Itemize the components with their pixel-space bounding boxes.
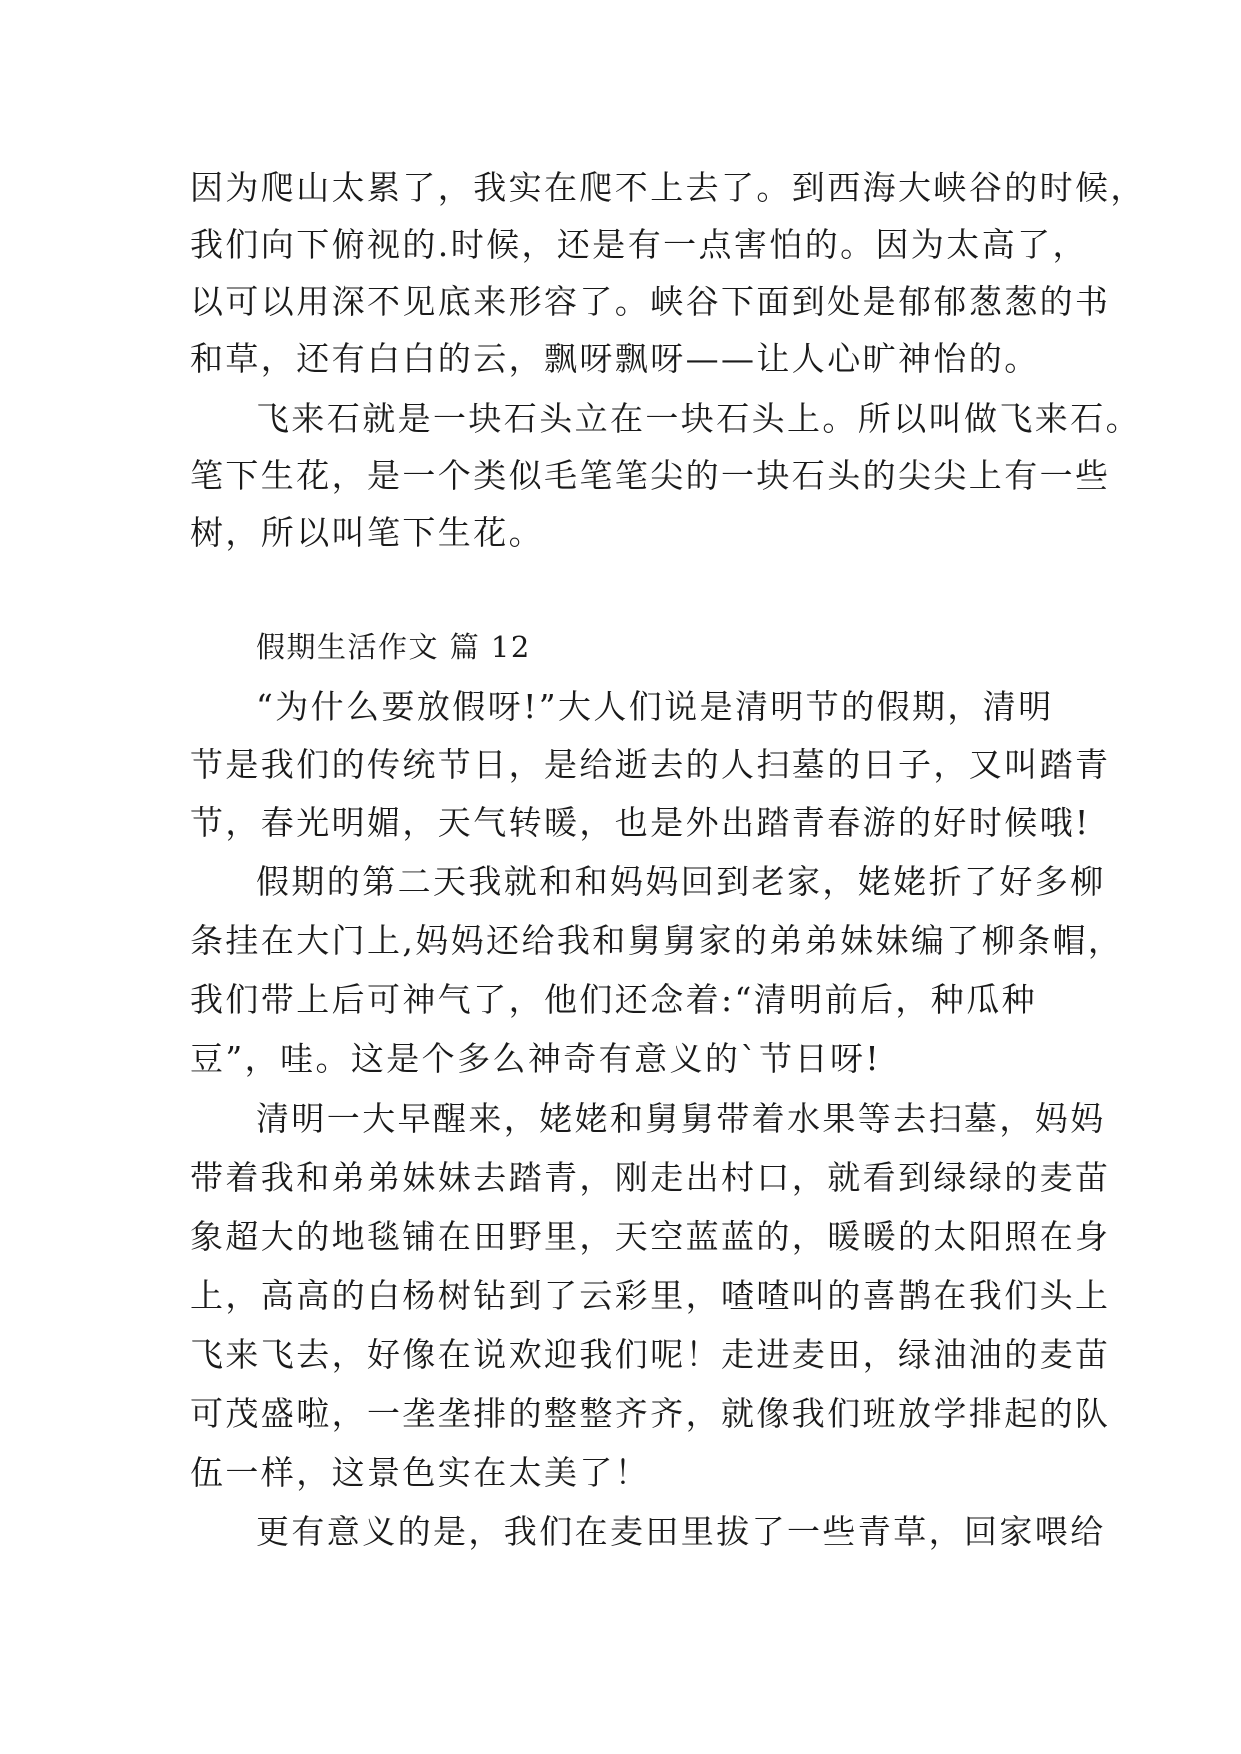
text-line: 因为爬山太累了，我实在爬不上去了。到西海大峡谷的时候， — [190, 168, 1146, 207]
text-line: 清明一大早醒来，姥姥和舅舅带着水果等去扫墓，妈妈 — [256, 1099, 1106, 1138]
text-line: 树，所以叫笔下生花。 — [190, 513, 544, 552]
text-line: 飞来飞去，好像在说欢迎我们呢！走进麦田，绿油油的麦苗 — [190, 1335, 1111, 1374]
text-line: 节，春光明媚，天气转暖，也是外出踏青春游的好时候哦! — [190, 803, 1091, 842]
text-line: 笔下生花，是一个类似毛笔笔尖的一块石头的尖尖上有一些 — [190, 456, 1111, 495]
text-line: 更有意义的是，我们在麦田里拔了一些青草，回家喂给 — [256, 1512, 1106, 1551]
text-line: 豆”，哇。这是个多么神奇有意义的`节日呀! — [190, 1039, 882, 1078]
text-line: 我们向下俯视的.时候，还是有一点害怕的。因为太高了， — [190, 225, 1088, 264]
text-line: 节是我们的传统节日，是给逝去的人扫墓的日子，又叫踏青 — [190, 745, 1111, 784]
text-line: 飞来石就是一块石头立在一块石头上。所以叫做飞来石。 — [256, 399, 1141, 438]
text-line: 可茂盛啦，一垄垄排的整整齐齐，就像我们班放学排起的队 — [190, 1394, 1111, 1433]
text-line: 假期的第二天我就和和妈妈回到老家，姥姥折了好多柳 — [256, 862, 1106, 901]
text-line: 以可以用深不见底来形容了。峡谷下面到处是郁郁葱葱的书 — [190, 282, 1111, 321]
text-line: 我们带上后可神气了，他们还念着:“清明前后，种瓜种 — [190, 980, 1037, 1019]
text-line: 上，高高的白杨树钻到了云彩里，喳喳叫的喜鹊在我们头上 — [190, 1276, 1111, 1315]
text-line: 条挂在大门上,妈妈还给我和舅舅家的弟弟妹妹编了柳条帽， — [190, 921, 1124, 960]
text-line: “为什么要放假呀!”大人们说是清明节的假期，清明 — [256, 687, 1054, 726]
text-line: 象超大的地毯铺在田野里，天空蓝蓝的，暖暖的太阳照在身 — [190, 1217, 1111, 1256]
text-line: 和草，还有白白的云，飘呀飘呀——让人心旷神怡的。 — [190, 339, 1040, 378]
section-heading: 假期生活作文 篇 12 — [256, 630, 531, 664]
text-line: 带着我和弟弟妹妹去踏青，刚走出村口，就看到绿绿的麦苗 — [190, 1158, 1111, 1197]
text-line: 伍一样，这景色实在太美了！ — [190, 1453, 651, 1492]
